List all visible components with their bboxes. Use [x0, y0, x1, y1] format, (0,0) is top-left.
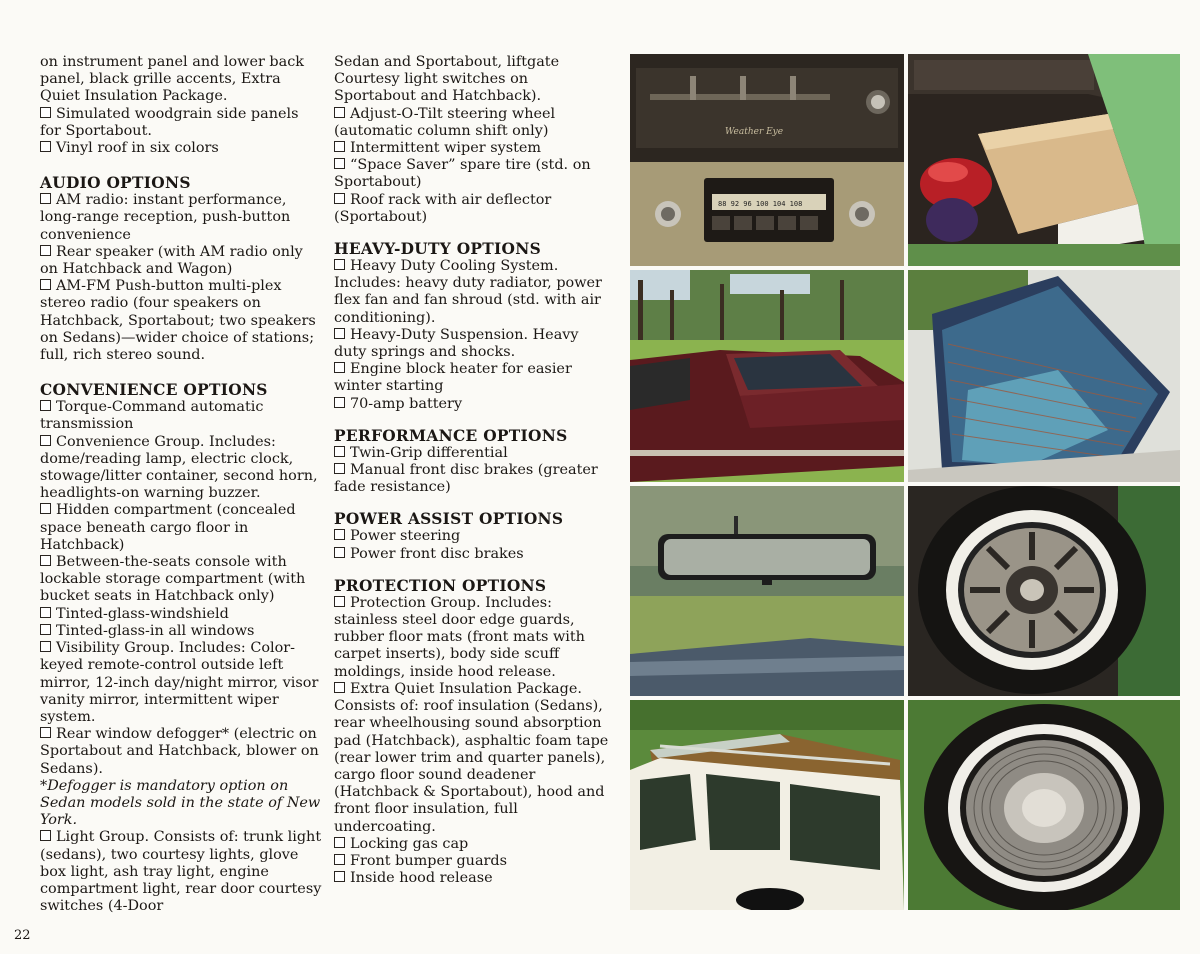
option-item: Locking gas cap: [334, 836, 614, 853]
option-item: Rear speaker (with AM radio only on Hatchback and Wagon): [40, 244, 322, 278]
text-column-left: [40, 54, 322, 915]
option-item: Roof rack with air deflector (Sportabout): [334, 192, 614, 226]
option-item: Front bumper guards: [334, 853, 614, 870]
section-heading-performance: PERFORMANCE OPTIONS: [334, 426, 568, 445]
option-item: Heavy-Duty Suspension. Heavy duty springs and shocks.: [334, 327, 614, 361]
option-item: Intermittent wiper system: [334, 140, 614, 157]
option-item: Torque-Command automatic transmission: [40, 399, 322, 433]
section-heading-audio: AUDIO OPTIONS: [40, 174, 191, 193]
radio-dial-label: 88 92 96 100 104 108: [718, 200, 803, 208]
photo-dashboard-radio: [630, 54, 904, 266]
weather-eye-label: Weather Eye: [725, 127, 784, 137]
defogger-note: *Defogger is mandatory option on Sedan models sold in the state of New York.: [40, 777, 321, 829]
photo-wheel-cover: [908, 486, 1180, 696]
option-item: 70-amp battery: [334, 396, 614, 413]
option-item: Between-the-seats console with lockable storage compartment (with bucket seats in Hatchback only): [40, 554, 322, 606]
option-item: Power front disc brakes: [334, 546, 614, 563]
option-item: Tinted-glass-in all windows: [40, 623, 322, 640]
option-item: AM-FM Push-button multi-plex stereo radio (four speakers on Hatchback, Sportabout; two speakers on Sedans)—wider choice of stations; full, rich stereo sound.: [40, 278, 322, 364]
continuation-text: Sedan and Sportabout, liftgate Courtesy light switches on Sportabout and Hatchback).: [334, 54, 560, 105]
option-item: Visibility Group. Includes: Color-keyed remote-control outside left mirror, 12-inch day/night mirror, visor vanity mirror, intermittent wiper system.: [40, 640, 322, 726]
option-item: “Space Saver” spare tire (std. on Sportabout): [334, 157, 614, 191]
photo-cargo-area: [908, 54, 1180, 266]
option-item: Simulated woodgrain side panels for Sportabout.: [40, 106, 322, 140]
option-item: Extra Quiet Insulation Package. Consists of: roof insulation (Sedans), rear wheelhousing sound absorption pad (Hatchback), asphaltic foam tape (rear lower trim and quarter panels), cargo floor sound deadener (Hatchback & Sportabout), hood and front floor insulation, full undercoating.: [334, 681, 614, 836]
photo-deluxe-wheel-cover: [908, 700, 1180, 910]
option-item: Adjust-O-Tilt steering wheel (automatic column shift only): [334, 106, 614, 140]
option-item: Heavy Duty Cooling System. Includes: heavy duty radiator, power flex fan and fan shroud (std. with air conditioning).: [334, 258, 614, 327]
option-item: Twin-Grip differential: [334, 445, 614, 462]
option-item: Tinted-glass-windshield: [40, 606, 322, 623]
section-heading-protection: PROTECTION OPTIONS: [334, 576, 547, 595]
section-heading-heavy-duty: HEAVY-DUTY OPTIONS: [334, 240, 542, 259]
option-item: Vinyl roof in six colors: [40, 140, 322, 157]
photo-rearview-mirror: [630, 486, 904, 696]
intro-text: on instrument panel and lower back panel, black grille accents, Extra Quiet Insulation Package.: [40, 54, 304, 105]
option-item: Power steering: [334, 528, 614, 545]
option-item: Convenience Group. Includes: dome/reading lamp, electric clock, stowage/litter container, second horn, headlights-on warning buzzer.: [40, 434, 322, 503]
option-item: Manual front disc brakes (greater fade resistance): [334, 462, 614, 496]
photo-sedan-park: [630, 270, 904, 482]
option-item: Light Group. Consists of: trunk light (sedans), two courtesy lights, glove box light, ash tray light, engine compartment light, rear door courtesy switches (4-Door: [40, 829, 322, 915]
option-item: Engine block heater for easier winter starting: [334, 361, 614, 395]
section-heading-convenience: CONVENIENCE OPTIONS: [40, 381, 268, 400]
option-item: Protection Group. Includes: stainless steel door edge guards, rubber floor mats (front mats with carpet inserts), body side scuff moldings, inside hood release.: [334, 595, 614, 681]
section-heading-power-assist: POWER ASSIST OPTIONS: [334, 510, 564, 529]
option-item: AM radio: instant performance, long-range reception, push-button convenience: [40, 192, 322, 244]
photo-sportabout-wagon: [630, 700, 904, 910]
option-item: Rear window defogger* (electric on Sportabout and Hatchback, blower on Sedans).: [40, 726, 322, 778]
option-item: Inside hood release: [334, 870, 614, 887]
photo-rear-window-defogger: [908, 270, 1180, 482]
option-item: Hidden compartment (concealed space beneath cargo floor in Hatchback): [40, 502, 322, 554]
page-number: 22: [14, 928, 31, 943]
text-column-middle: [334, 54, 614, 887]
